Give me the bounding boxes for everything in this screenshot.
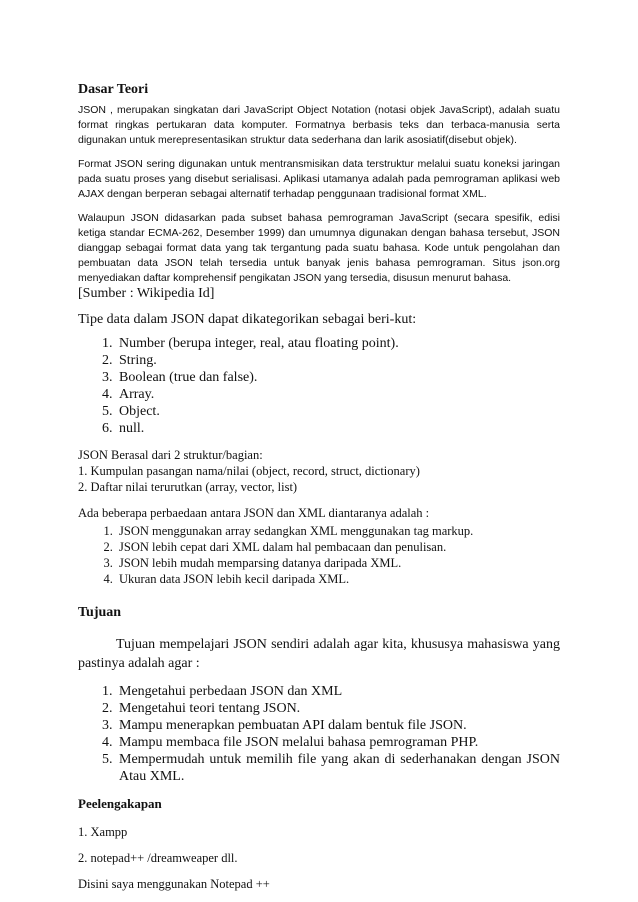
- structure-block: [78, 447, 560, 495]
- list-item: 1. Mengetahui perbedaan JSON dan XML: [116, 683, 560, 700]
- heading-dasar-teori: Dasar Teori: [78, 82, 149, 97]
- paragraph-json-definition: JSON , merupakan singkatan dari JavaScript Object Notation (notasi objek JavaScript), adalah suatu format ringkas pertukaran data komputer. Formatnya berbasis teks dan terbaca-manusia serta digunakan untuk merepresentasikan struktur data sederhana dan larik asosiatif(disebut objek).: [78, 104, 560, 146]
- list-item: 2. String.: [116, 352, 560, 369]
- list-item: 1. Number (berupa integer, real, atau floating point).: [116, 335, 560, 352]
- list-item: 2. Mengetahui teori tentang JSON.: [116, 700, 560, 717]
- tool-item: 1. Xampp: [78, 825, 128, 839]
- differences-intro: Ada beberapa perbaedaan antara JSON dan XML diantaranya adalah :: [78, 506, 430, 520]
- list-item: 4. Ukuran data JSON lebih kecil daripada XML.: [116, 571, 560, 587]
- document-content: [78, 82, 560, 902]
- differences-list: [78, 523, 560, 587]
- goals-list: [78, 683, 560, 785]
- types-list: [78, 335, 560, 437]
- heading-tujuan: Tujuan: [78, 605, 122, 620]
- paragraph-json-language: Walaupun JSON didasarkan pada subset bahasa pemrograman JavaScript (secara spesifik, edisi ketiga standar ECMA-262, Desember 1999) dan umumnya digunakan dengan bahasa tersebut, JSON dianggap sebagai format data yang tak tergantung pada suatu bahasa. Kode untuk pengolahan dan pembuatan data JSON telah tersedia untuk banyak jenis bahasa pemrograman. Situs json.org menyediakan daftar komprehensif pengikatan JSON yang tersedia, disusun menurut bahasa.: [78, 212, 560, 284]
- list-item: 5. Object.: [116, 403, 560, 420]
- list-item: 3. Mampu menerapkan pembuatan API dalam bentuk file JSON.: [116, 717, 560, 734]
- list-item: 3. JSON lebih mudah memparsing datanya daripada XML.: [116, 555, 560, 571]
- source-citation: [Sumber : Wikipedia Id]: [78, 286, 215, 301]
- list-item: 4. Mampu membaca file JSON melalui bahasa pemrograman PHP.: [116, 734, 560, 751]
- paragraph-json-usage: Format JSON sering digunakan untuk mentransmisikan data terstruktur melalui suatu koneksi jaringan pada suatu proses yang disebut serialisasi. Aplikasi utamanya adalah pada pemrograman aplikasi web AJAX dengan berperan sebagai alternatif terhadap penggunaan tradisional format XML.: [78, 158, 560, 200]
- list-item: 1. JSON menggunakan array sedangkan XML menggunakan tag markup.: [116, 523, 560, 539]
- structure-line: 1. Kumpulan pasangan nama/nilai (object, record, struct, dictionary): [78, 464, 420, 478]
- heading-peralatan: Peelengakapan: [78, 796, 162, 811]
- structure-line: JSON Berasal dari 2 struktur/bagian:: [78, 448, 263, 462]
- tool-item: 2. notepad++ /dreamweaper dll.: [78, 851, 238, 865]
- tujuan-intro: Tujuan mempelajari JSON sendiri adalah agar kita, khususya mahasiswa yang pastinya adalah agar :: [78, 637, 560, 671]
- list-item: 5. Mempermudah untuk memilih file yang akan di sederhanakan dengan JSON Atau XML.: [116, 751, 560, 785]
- list-item: 4. Array.: [116, 386, 560, 403]
- structure-line: 2. Daftar nilai terurutkan (array, vector, list): [78, 480, 298, 494]
- list-item: 2. JSON lebih cepat dari XML dalam hal pembacaan dan penulisan.: [116, 539, 560, 555]
- list-item: 6. null.: [116, 420, 560, 437]
- list-item: 3. Boolean (true dan false).: [116, 369, 560, 386]
- tool-note: Disini saya menggunakan Notepad ++: [78, 877, 270, 891]
- types-intro: Tipe data dalam JSON dapat dikategorikan sebagai beri-kut:: [78, 312, 417, 327]
